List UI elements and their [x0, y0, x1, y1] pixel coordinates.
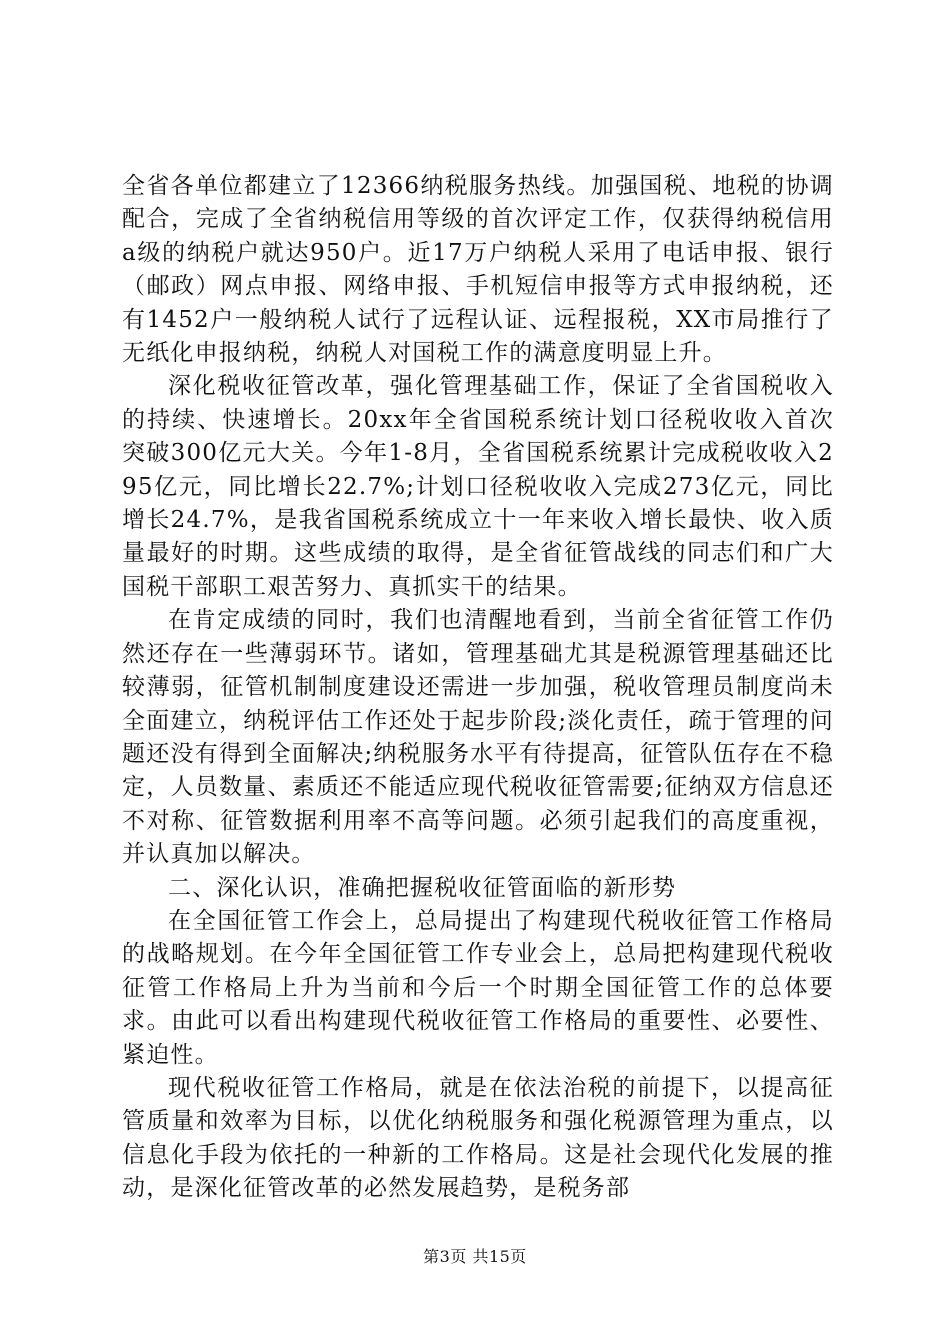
paragraph-2: 深化税收征管改革，强化管理基础工作，保证了全省国税收入的持续、快速增长。20xx年全省国税系统计划口径税收收入首次突破300亿元大关。今年1-8月，全省国税系统累计完成税收收入295亿元，同比增长22.7%;计划口径税收收入完成273亿元，同比增长24.7%，是我省国税系统成立十一年来收入增长最快、收入质量最好的时期。这些成绩的取得，是全省征管战线的同志们和广大国税干部职工艰苦努力、真抓实干的结果。: [122, 373, 834, 600]
paragraph-3: 在肯定成绩的同时，我们也清醒地看到，当前全省征管工作仍然还存在一些薄弱环节。诸如，管理基础尤其是税源管理基础还比较薄弱，征管机制制度建设还需进一步加强，税收管理员制度尚未全面建立，纳税评估工作还处于起步阶段;淡化责任，疏于管理的问题还没有得到全面解决;纳税服务水平有待提高，征管队伍存在不稳定，人员数量、素质还不能适应现代税收征管需要;征纳双方信息还不对称、征管数据利用率不高等问题。必须引起我们的高度重视，并认真加以解决。: [122, 607, 834, 868]
paragraph-4: 在全国征管工作会上，总局提出了构建现代税收征管工作格局的战略规划。在今年全国征管工作专业会上，总局把构建现代税收征管工作格局上升为当前和今后一个时期全国征管工作的总体要求。由此可以看出构建现代税收征管工作格局的重要性、必要性、紧迫性。: [122, 907, 834, 1068]
page-footer: 第3页 共15页: [423, 1247, 527, 1266]
document-body: [122, 170, 834, 1206]
section-heading: 二、深化认识，准确把握税收征管面临的新形势: [168, 874, 677, 901]
paragraph-1: 全省各单位都建立了12366纳税服务热线。加强国税、地税的协调配合，完成了全省纳税信用等级的首次评定工作，仅获得纳税信用a级的纳税户就达950户。近17万户纳税人采用了电话申报、银行（邮政）网点申报、网络申报、手机短信申报等方式申报纳税，还有1452户一般纳税人试行了远程认证、远程报税，XX市局推行了无纸化申报纳税，纳税人对国税工作的满意度明显上升。: [122, 173, 834, 367]
paragraph-5: 现代税收征管工作格局，就是在依法治税的前提下，以提高征管质量和效率为目标，以优化纳税服务和强化税源管理为重点，以信息化手段为依托的一种新的工作格局。这是社会现代化发展的推动，是深化征管改革的必然发展趋势，是税务部: [122, 1074, 834, 1202]
